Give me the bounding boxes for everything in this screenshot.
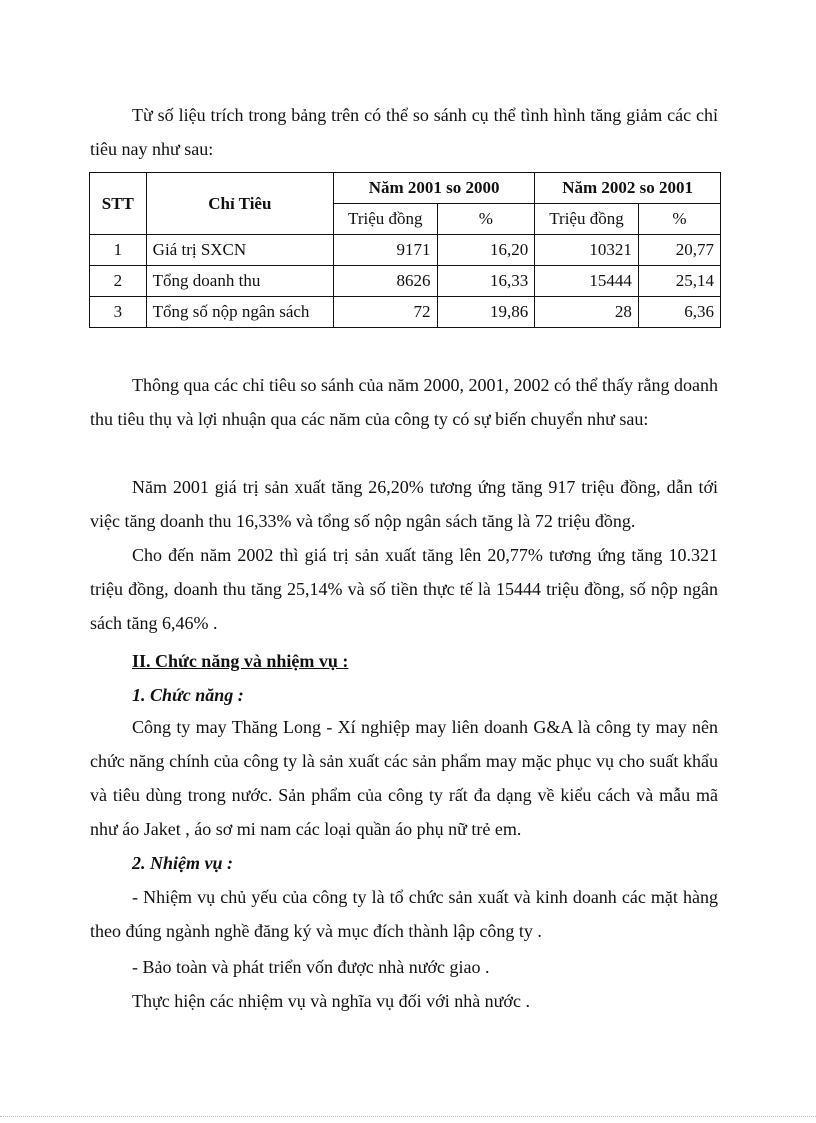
table-row [90, 297, 721, 328]
cell-value-2001: 9171 [334, 235, 437, 266]
analysis-paragraph: Thông qua các chỉ tiêu so sánh của năm 2000, 2001, 2002 có thể thấy rằng doanh thu tiêu thụ và lợi nhuận qua các năm của công ty có sự biến chuyển như sau: [90, 375, 718, 429]
subsection-heading-duties: 2. Nhiệm vụ : [132, 853, 233, 873]
subsection-heading-function: 1. Chức năng : [132, 685, 244, 705]
intro-paragraph: Từ số liệu trích trong bảng trên có thể so sánh cụ thể tình hình tăng giảm các chỉ tiêu nay như sau: [90, 105, 718, 159]
cell-value-2002: 28 [535, 297, 639, 328]
cell-name: Giá trị SXCN [146, 235, 333, 266]
cell-pct-2001: 16,33 [437, 266, 535, 297]
cell-pct-2002: 6,36 [638, 297, 720, 328]
duty-paragraph-2: - Bảo toàn và phát triển vốn được nhà nước giao . [132, 957, 490, 977]
cell-name: Tổng số nộp ngân sách [146, 297, 333, 328]
cell-value-2002: 10321 [535, 235, 639, 266]
subheader-unit-2002: Triệu đồng [535, 204, 639, 235]
header-stt: STT [90, 173, 147, 235]
cell-name: Tổng doanh thu [146, 266, 333, 297]
header-2002: Năm 2002 so 2001 [535, 173, 721, 204]
cell-value-2002: 15444 [535, 266, 639, 297]
year-2001-paragraph: Năm 2001 giá trị sản xuất tăng 26,20% tương ứng tăng 917 triệu đồng, dẫn tới việc tăng doanh thu 16,33% và tổng số nộp ngân sách tăng là 72 triệu đồng. [90, 477, 718, 531]
table-header-row [90, 173, 721, 204]
duty-paragraph-3: Thực hiện các nhiệm vụ và nghĩa vụ đối với nhà nước . [132, 991, 530, 1011]
cell-stt: 1 [90, 235, 147, 266]
cell-pct-2002: 20,77 [638, 235, 720, 266]
cell-value-2001: 72 [334, 297, 437, 328]
cell-value-2001: 8626 [334, 266, 437, 297]
page-bottom-divider [0, 1116, 816, 1117]
cell-pct-2001: 19,86 [437, 297, 535, 328]
table-row [90, 266, 721, 297]
table-row [90, 235, 721, 266]
section-heading: II. Chức năng và nhiệm vụ : [132, 651, 349, 671]
comparison-table [89, 172, 721, 328]
cell-pct-2002: 25,14 [638, 266, 720, 297]
function-paragraph: Công ty may Thăng Long - Xí nghiệp may liên doanh G&A là công ty may nên chức năng chính của công ty là sản xuất các sản phẩm may mặc phục vụ cho suất khẩu và tiêu dùng trong nước. Sản phẩm của công ty rất đa dạng về kiểu cách và mẫu mã như áo Jaket , áo sơ mi nam các loại quần áo phụ nữ trẻ em. [90, 717, 718, 839]
duty-paragraph-1: - Nhiệm vụ chủ yếu của công ty là tổ chức sản xuất và kinh doanh các mặt hàng theo đúng ngành nghề đăng ký và mục đích thành lập công ty . [90, 887, 718, 941]
year-2002-paragraph: Cho đến năm 2002 thì giá trị sản xuất tăng lên 20,77% tương ứng tăng 10.321 triệu đồng, doanh thu tăng 25,14% và số tiền thực tế là 15444 triệu đồng, số nộp ngân sách tăng 6,46% . [90, 545, 718, 633]
cell-pct-2001: 16,20 [437, 235, 535, 266]
header-2001: Năm 2001 so 2000 [334, 173, 535, 204]
subheader-pct-2002: % [638, 204, 720, 235]
header-chi-tieu: Chỉ Tiêu [146, 173, 333, 235]
subheader-pct-2001: % [437, 204, 535, 235]
cell-stt: 3 [90, 297, 147, 328]
cell-stt: 2 [90, 266, 147, 297]
subheader-unit-2001: Triệu đồng [334, 204, 437, 235]
